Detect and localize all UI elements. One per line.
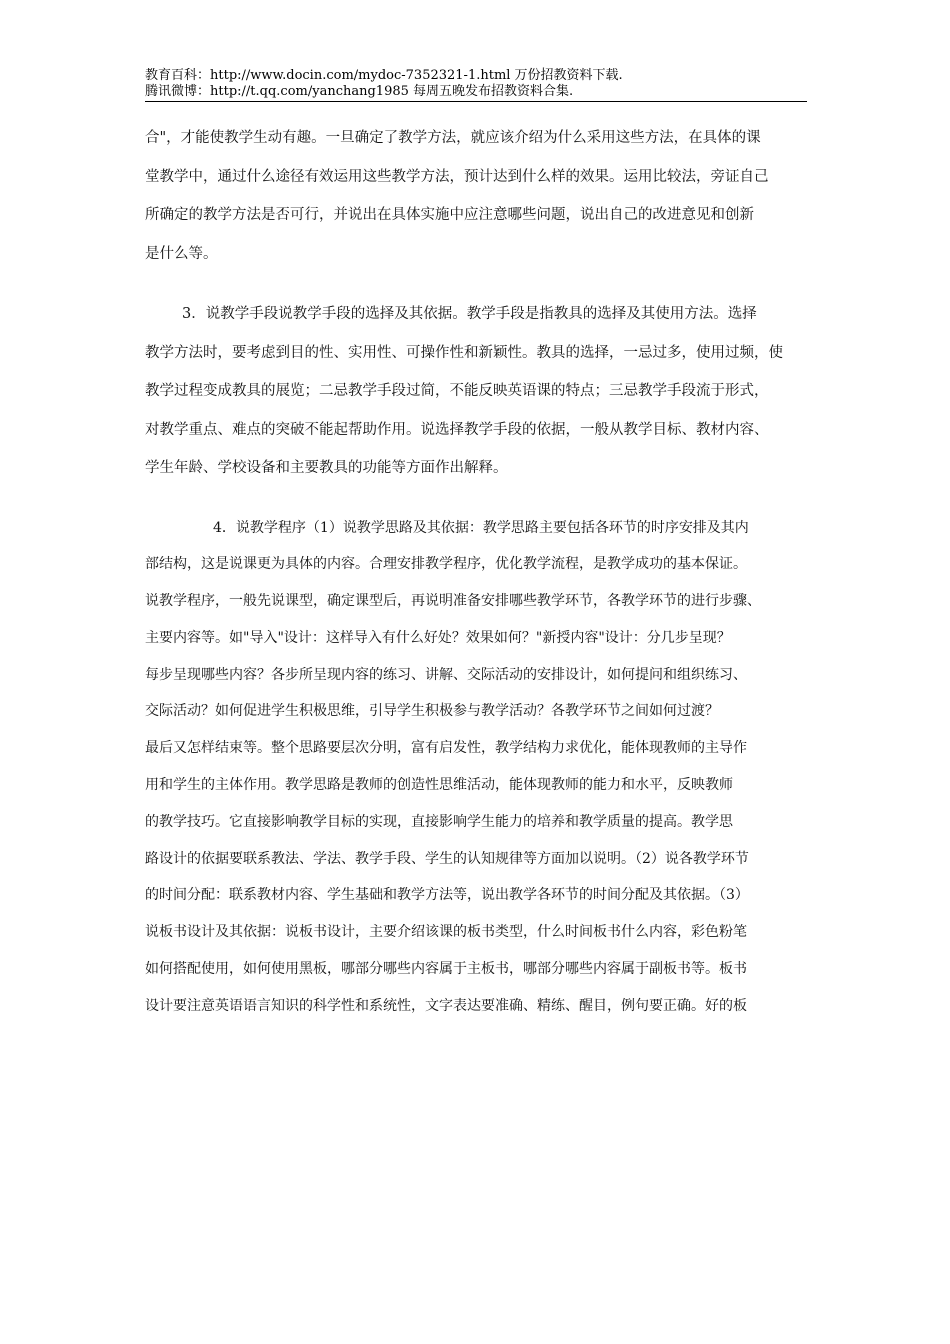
text-line: 最后又怎样结束等。整个思路要层次分明，富有启发性，教学结构力求优化，能体现教师的主导作 (145, 740, 747, 757)
paragraph-teaching-means (145, 295, 807, 488)
text-line: 教学过程变成教具的展览；二忌教学手段过简，不能反映英语课的特点；三忌教学手段流于形式， (145, 383, 769, 399)
header-divider (145, 101, 807, 102)
paragraph-spacer (145, 488, 807, 510)
text-line: 路设计的依据要联系教法、学法、教学手段、学生的认知规律等方面加以说明。（2）说各教学环节 (145, 850, 749, 867)
document-body (145, 119, 807, 1025)
text-line: 如何搭配使用，如何使用黑板，哪部分哪些内容属于主板书，哪部分哪些内容属于副板书等。板书 (145, 961, 747, 978)
text-line: 说板书设计及其依据：说板书设计，主要介绍该课的板书类型，什么时间板书什么内容，彩色粉笔 (145, 924, 747, 941)
text-line: 主要内容等。如"导入"设计：这样导入有什么好处？效果如何？"新授内容"设计：分几步呈现？ (145, 629, 731, 646)
text-line: 的教学技巧。它直接影响教学目标的实现，直接影响学生能力的培养和教学质量的提高。教学思 (145, 813, 733, 830)
text-line: 学生年龄、学校设备和主要教具的功能等方面作出解释。 (145, 460, 508, 476)
text-line: 所确定的教学方法是否可行，并说出在具体实施中应注意哪些问题，说出自己的改进意见和创新 (145, 207, 754, 223)
text-line: 交际活动？如何促进学生积极思维，引导学生积极参与教学活动？各教学环节之间如何过渡？ (145, 703, 719, 720)
page-header (145, 68, 807, 100)
text-line: 的时间分配：联系教材内容、学生基础和教学方法等，说出教学各环节的时间分配及其依据。（3） (145, 887, 749, 904)
text-line: 说教学程序，一般先说课型，确定课型后，再说明准备安排哪些教学环节，各教学环节的进行步骤、 (145, 593, 761, 610)
text-line: 对教学重点、难点的突破不能起帮助作用。说选择教学手段的依据，一般从教学目标、教材内容、 (145, 421, 769, 438)
text-line: 3．说教学手段说教学手段的选择及其依据。教学手段是指教具的选择及其使用方法。选择 (182, 306, 757, 322)
text-line: 设计要注意英语语言知识的科学性和系统性，文字表达要准确、精练、醒目，例句要正确。好的板 (145, 997, 747, 1014)
paragraph-spacer (145, 273, 807, 295)
text-line: 部结构，这是说课更为具体的内容。合理安排教学程序，优化教学流程，是教学成功的基本保证。 (145, 556, 747, 573)
paragraph-teaching-procedure (145, 510, 807, 1025)
text-line: 教学方法时，要考虑到目的性、实用性、可操作性和新颖性。教具的选择，一忌过多，使用过频，使 (145, 344, 783, 361)
text-line: 每步呈现哪些内容？各步所呈现内容的练习、讲解、交际活动的安排设计，如何提问和组织练习、 (145, 666, 747, 683)
text-line: 4．说教学程序（1）说教学思路及其依据：教学思路主要包括各环节的时序安排及其内 (213, 519, 749, 536)
header-docin-link-line: 教育百科：http://www.docin.com/mydoc-7352321-1.html 万份招教资料下载. (145, 68, 623, 83)
text-line: 合"，才能使教学生动有趣。一旦确定了教学方法，就应该介绍为什么采用这些方法，在具体的课 (145, 130, 761, 146)
paragraph-teaching-methods-cont (145, 119, 807, 273)
text-line: 是什么等。 (145, 245, 218, 262)
text-line: 用和学生的主体作用。教学思路是教师的创造性思维活动，能体现教师的能力和水平，反映教师 (145, 777, 733, 794)
header-weibo-link-line: 腾讯微博：http://t.qq.com/yanchang1985 每周五晚发布招教资料合集. (145, 84, 574, 99)
text-line: 堂教学中，通过什么途径有效运用这些教学方法，预计达到什么样的效果。运用比较法，旁证自己 (145, 168, 769, 185)
